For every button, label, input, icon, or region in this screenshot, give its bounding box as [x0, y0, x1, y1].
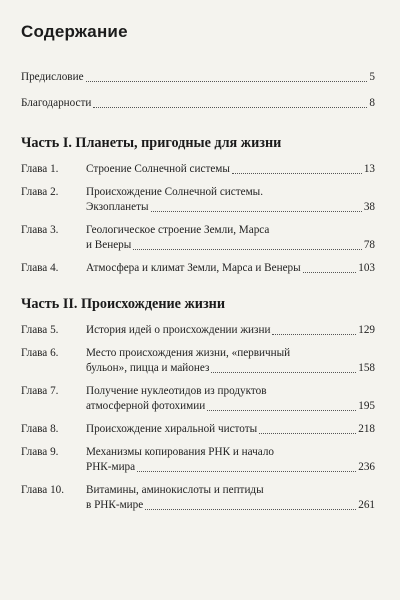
chapter-title-line: Атмосфера и климат Земли, Марса и Венеры — [86, 262, 301, 274]
chapter-title-line: Строение Солнечной системы — [86, 163, 230, 175]
page-number: 13 — [363, 163, 375, 175]
dot-leader — [259, 433, 356, 434]
chapter-title-line: Происхождение хиральной чистоты — [86, 423, 258, 435]
page-number: 158 — [358, 362, 375, 374]
dot-leader — [151, 211, 362, 212]
chapter-title-line: РНК-мира — [86, 461, 136, 473]
toc-chapter-8[interactable] — [21, 422, 375, 437]
page-number: 8 — [369, 97, 375, 109]
toc-chapter-3[interactable] — [21, 223, 375, 253]
toc-chapter-1[interactable] — [21, 162, 375, 177]
page-number: 38 — [363, 201, 375, 213]
chapter-label: Глава 2. — [21, 186, 59, 198]
dot-leader — [137, 471, 356, 472]
page-number: 129 — [358, 324, 375, 336]
chapter-label: Глава 3. — [21, 224, 59, 236]
dot-leader — [145, 509, 356, 510]
chapter-title-line: атмосферной фотохимии — [86, 400, 206, 412]
page-number: 78 — [363, 239, 375, 251]
page-number: 103 — [358, 262, 375, 274]
chapter-title-line: Витамины, аминокислоты и пептиды — [86, 484, 264, 496]
part-1-title: Часть I. Планеты, пригодные для жизни — [21, 135, 282, 151]
chapter-title-line: История идей о происхождении жизни — [86, 324, 271, 336]
entry-label: Благодарности — [21, 97, 92, 109]
chapter-title-line: и Венеры — [86, 239, 132, 251]
page-number: 5 — [369, 71, 375, 83]
dot-leader — [207, 410, 356, 411]
chapter-title-line: в РНК-мире — [86, 499, 144, 511]
chapter-title-line: Место происхождения жизни, «первичный — [86, 347, 291, 359]
page-number: 218 — [358, 423, 375, 435]
toc-chapter-9[interactable] — [21, 445, 375, 475]
dot-leader — [211, 372, 356, 373]
chapter-label: Глава 9. — [21, 446, 59, 458]
dot-leader — [272, 334, 356, 335]
dot-leader — [232, 173, 362, 174]
toc-entry-preface[interactable] — [21, 70, 375, 85]
chapter-label: Глава 6. — [21, 347, 59, 359]
chapter-title-line: Геологическое строение Земли, Марса — [86, 224, 270, 236]
chapter-label: Глава 4. — [21, 262, 59, 274]
toc-chapter-10[interactable] — [21, 483, 375, 513]
page-number: 236 — [358, 461, 375, 473]
toc-entry-acknowledgements[interactable] — [21, 96, 375, 111]
toc-chapter-5[interactable] — [21, 323, 375, 338]
part-2-title: Часть II. Происхождение жизни — [21, 296, 226, 312]
toc-chapter-7[interactable] — [21, 384, 375, 414]
chapter-label: Глава 10. — [21, 484, 65, 496]
chapter-label: Глава 8. — [21, 423, 59, 435]
chapter-title-line: Экзопланеты — [86, 201, 149, 213]
chapter-label: Глава 7. — [21, 385, 59, 397]
toc-chapter-4[interactable] — [21, 261, 375, 276]
page-number: 195 — [358, 400, 375, 412]
chapter-label: Глава 1. — [21, 163, 59, 175]
dot-leader — [93, 107, 367, 108]
toc-chapter-6[interactable] — [21, 346, 375, 376]
toc-chapter-2[interactable] — [21, 185, 375, 215]
dot-leader — [133, 249, 362, 250]
chapter-title-line: бульон», пицца и майонез — [86, 362, 210, 374]
chapter-title-line: Получение нуклеотидов из продуктов — [86, 385, 267, 397]
chapter-label: Глава 5. — [21, 324, 59, 336]
dot-leader — [303, 272, 357, 273]
dot-leader — [86, 81, 368, 82]
entry-label: Предисловие — [21, 71, 84, 83]
chapter-title-line: Происхождение Солнечной системы. — [86, 186, 263, 198]
chapter-title-line: Механизмы копирования РНК и начало — [86, 446, 275, 458]
page-number: 261 — [358, 499, 375, 511]
page-title: Содержание — [21, 22, 128, 41]
